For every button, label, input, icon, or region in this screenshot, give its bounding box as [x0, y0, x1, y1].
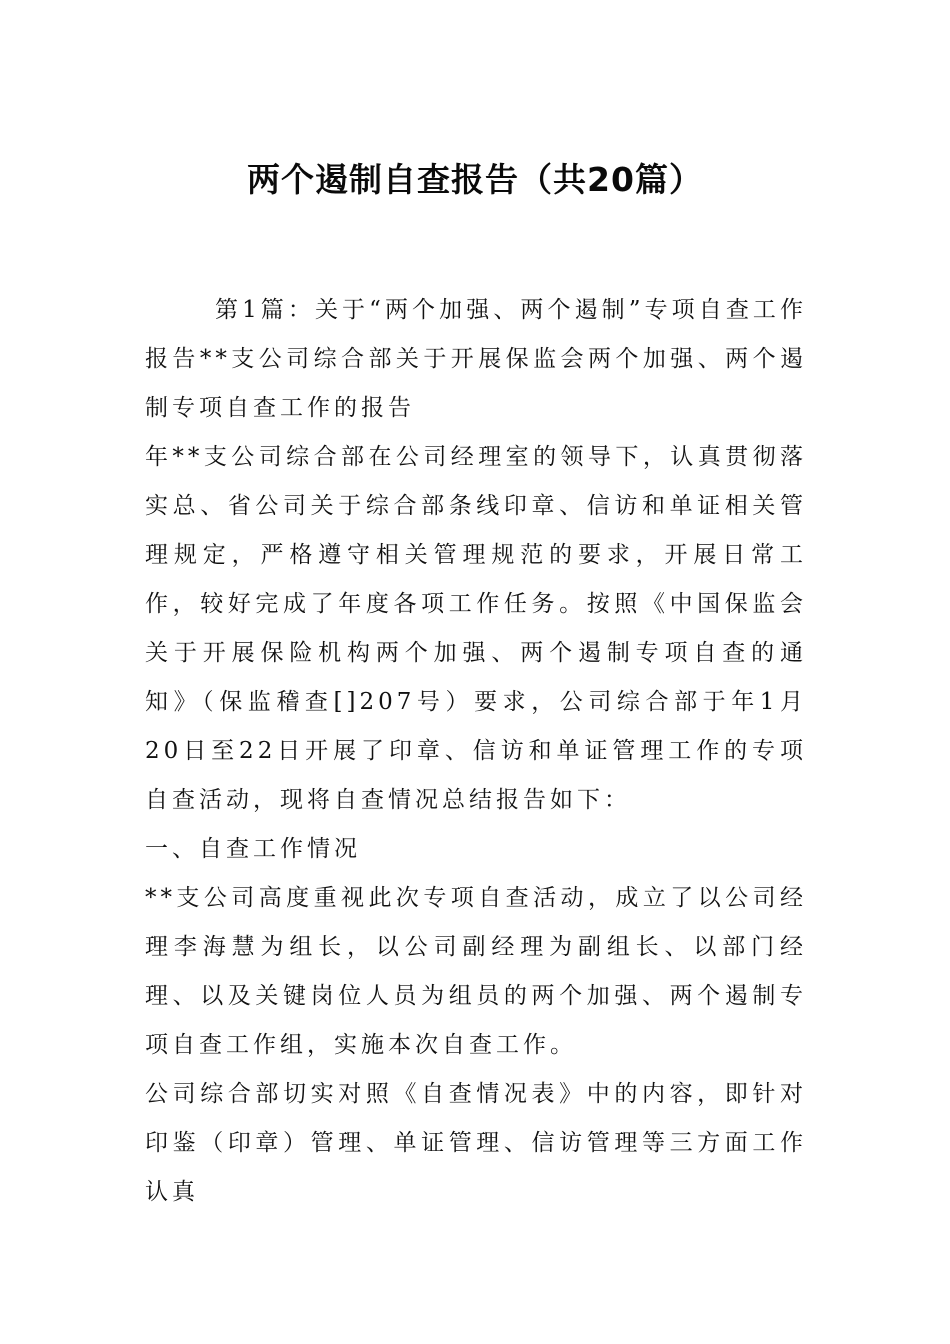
- paragraph-intro: 第1篇：关于“两个加强、两个遏制”专项自查工作报告**支公司综合部关于开展保监会两个加强、两个遏制专项自查工作的报告: [145, 297, 807, 421]
- section-heading: 一、自查工作情况: [145, 836, 361, 862]
- document-title: 两个遏制自查报告（共20篇）: [247, 160, 703, 199]
- paragraph-checklist: 公司综合部切实对照《自查情况表》中的内容，即针对印鉴（印章）管理、单证管理、信访管理等三方面工作认真: [145, 1081, 807, 1205]
- document-body: [145, 286, 807, 1217]
- paragraph-team: **支公司高度重视此次专项自查活动，成立了以公司经理李海慧为组长，以公司副经理为副组长、以部门经理、以及关键岗位人员为组员的两个加强、两个遏制专项自查工作组，实施本次自查工作。: [145, 885, 807, 1058]
- paragraph-background: 年**支公司综合部在公司经理室的领导下，认真贯彻落实总、省公司关于综合部条线印章、信访和单证相关管理规定，严格遵守相关管理规范的要求，开展日常工作，较好完成了年度各项工作任务。按照《中国保监会关于开展保险机构两个加强、两个遏制专项自查的通知》（保监稽查[]207号）要求，公司综合部于年1月20日至22日开展了印章、信访和单证管理工作的专项自查活动，现将自查情况总结报告如下：: [145, 444, 807, 813]
